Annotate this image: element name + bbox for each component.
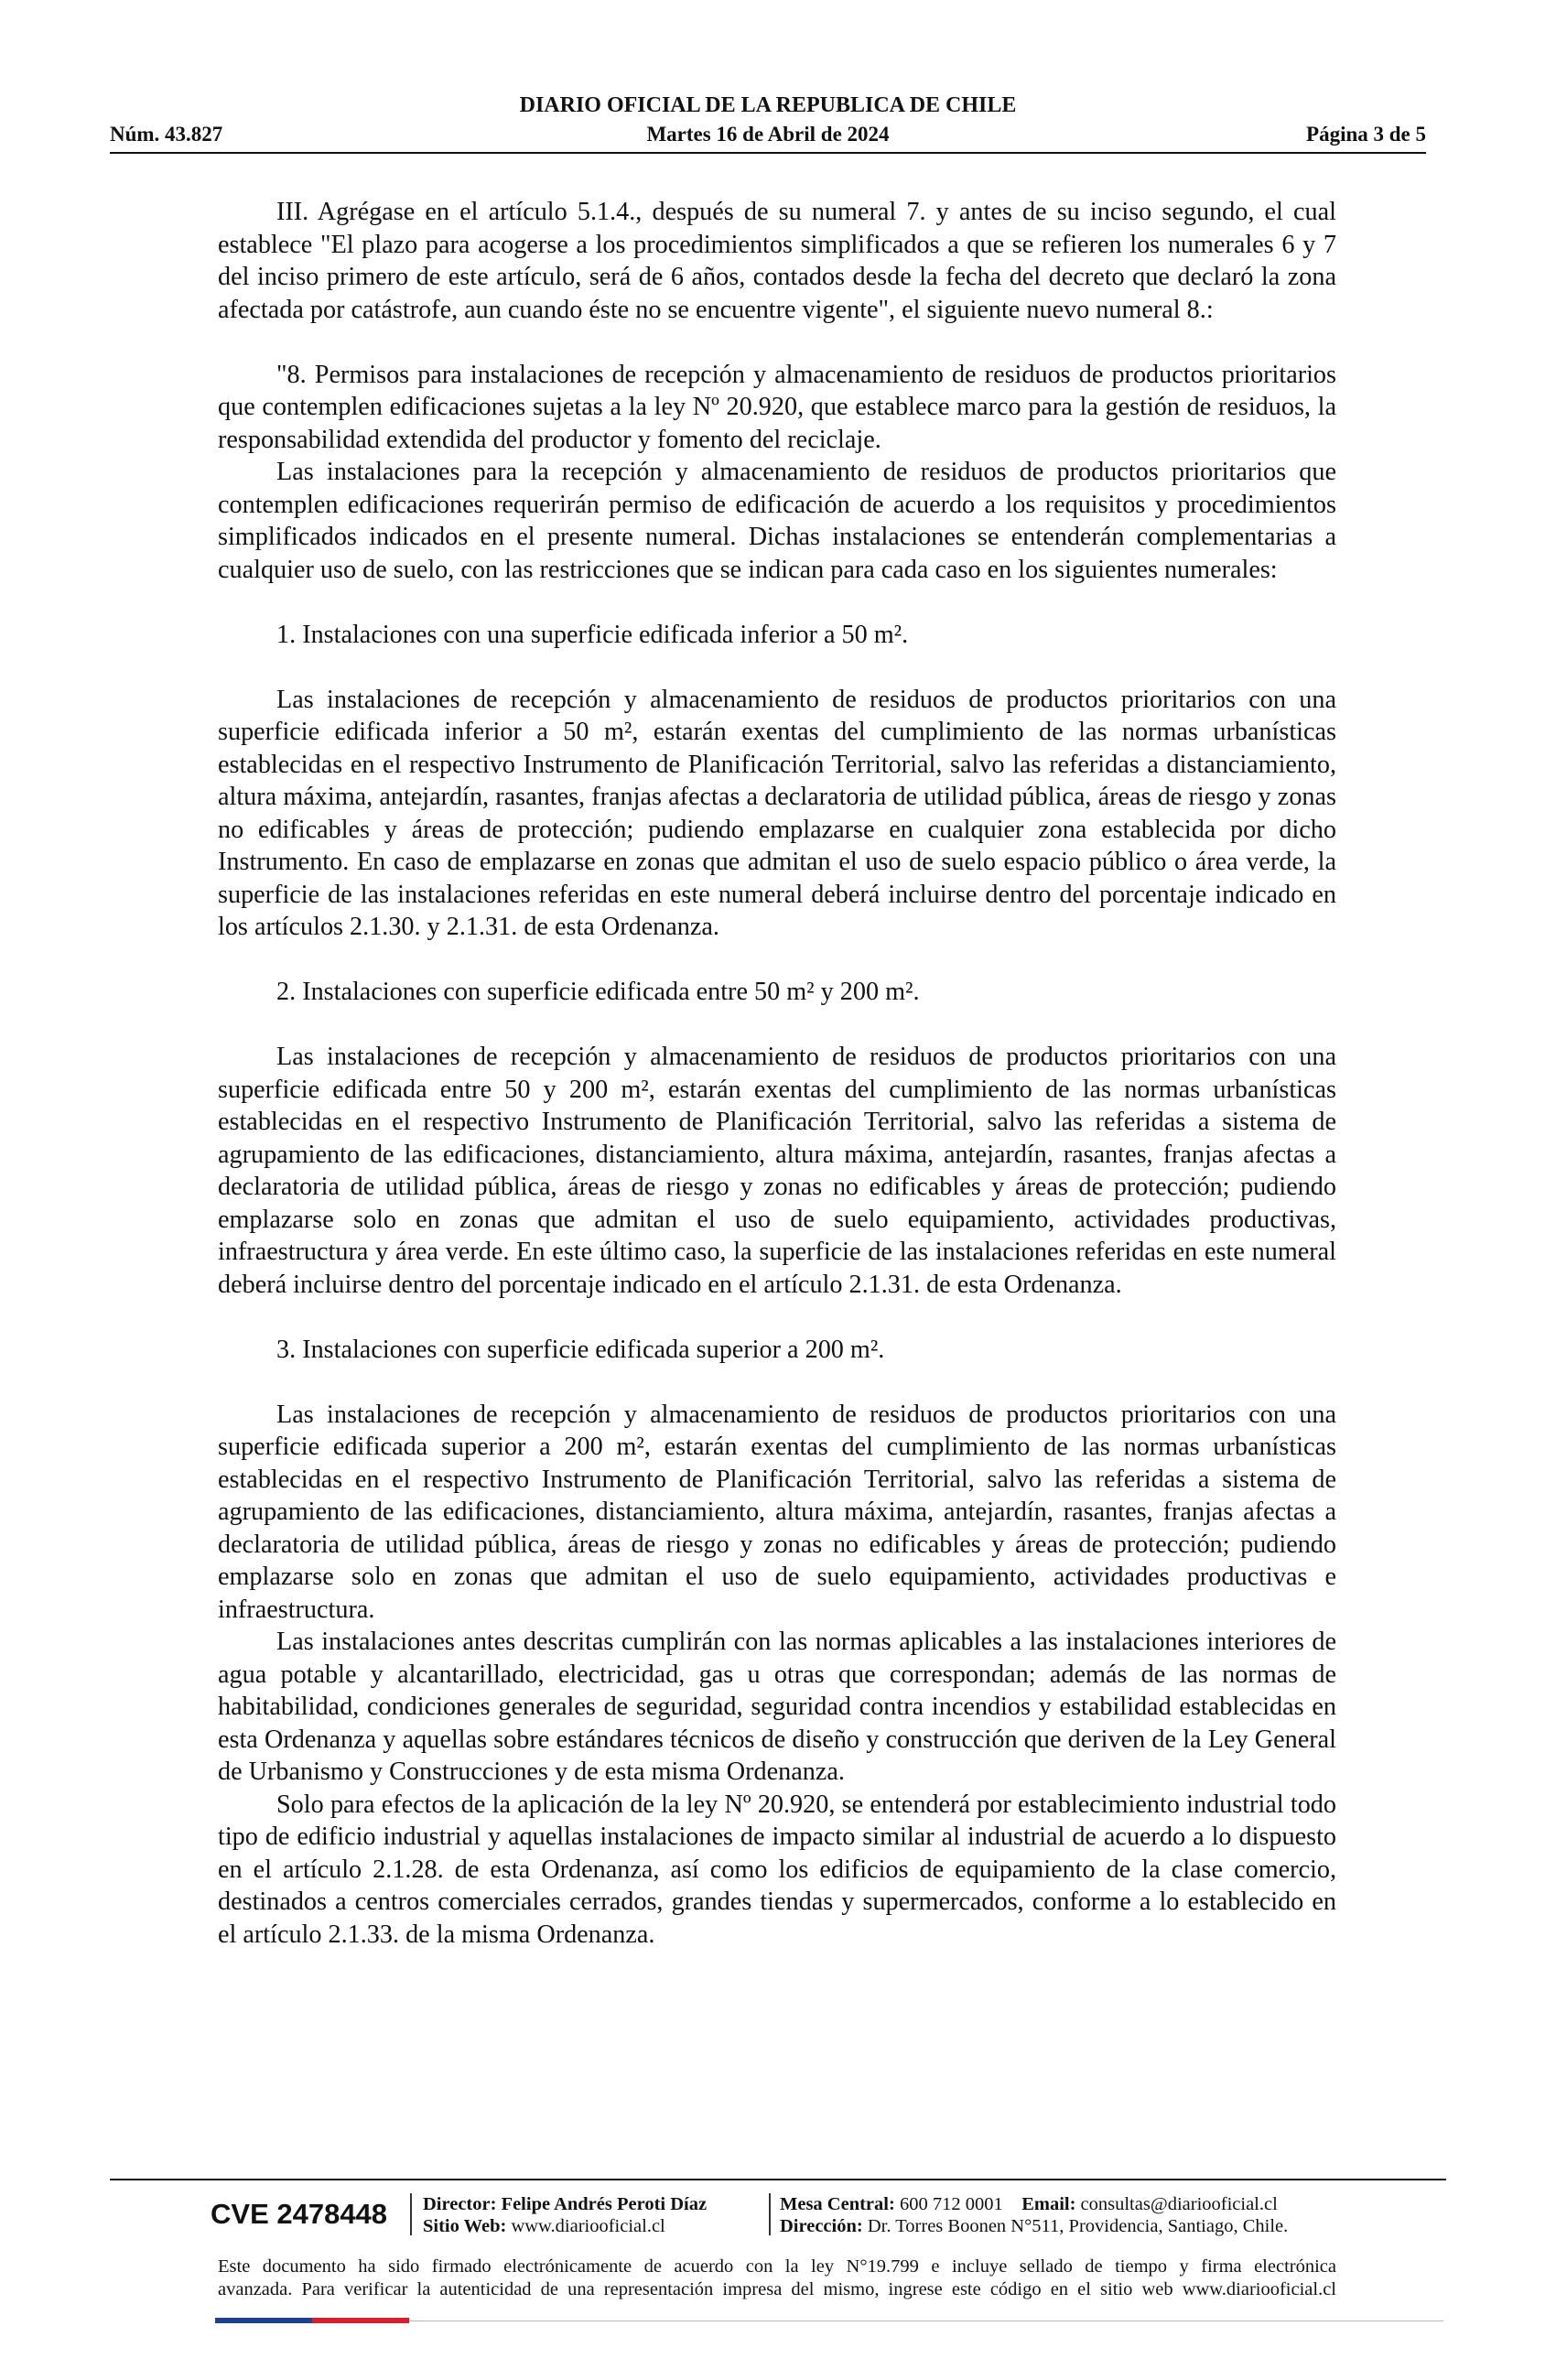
footer-separator — [769, 2193, 771, 2235]
issue-date: Martes 16 de Abril de 2024 — [646, 123, 890, 146]
address-text: Dr. Torres Boonen N°511, Providencia, Santiago, Chile. — [867, 2216, 1289, 2236]
notice-line: Este documento ha sido firmado electrónicamente de acuerdo con la ley N°19.799 e incluye sellado de tiempo y firma electrónica — [218, 2256, 1336, 2277]
subheading-50-to-200: 2. Instalaciones con superficie edificada entre 50 m² y 200 m². — [276, 978, 920, 1006]
paragraph-under-50: Las instalaciones de recepción y almacenamiento de residuos de productos prioritarios con una superficie edificada inferior a 50 m², estarán exentas del cumplimiento de las normas urbanísticas establecidas en el respectivo Instrumento de Planificación Territorial, salvo las referidas a distanciamiento, altura máxima, antejardín, rasantes, franjas afectas a declaratoria de utilidad pública, áreas de riesgo y zonas no edificables y áreas de protección; pudiendo emplazarse en cualquier zona establecida por dicho Instrumento. En caso de emplazarse en zonas que admitan el uso de suelo espacio público o área verde, la superficie de las instalaciones referidas en este numeral deberá incluirse dentro del porcentaje indicado en los artículos 2.1.30. y 2.1.31. de esta Ordenanza. — [218, 685, 1336, 941]
footer-contact-block — [780, 2193, 1288, 2237]
page-indicator: Página 3 de 5 — [1306, 123, 1426, 146]
paragraph-numeral-8-title: "8. Permisos para instalaciones de recepción y almacenamiento de residuos de productos prioritarios que contemplen edificaciones sujetas a la ley Nº 20.920, que establece marco para la gestión de residuos, la responsabilidad extendida del productor y fomento del reciclaje. — [218, 360, 1336, 454]
flag-blue-segment — [215, 2318, 312, 2323]
paragraph-amendment-intro: III. Agrégase en el artículo 5.1.4., después de su numeral 7. y antes de su inciso segundo, el cual establece "El plazo para acogerse a los procedimientos simplificados a que se refieren los numerales 6 y 7 del inciso primero de este artículo, será de 6 años, contados desde la fecha del decreto que declaró la zona afectada por catástrofe, aun cuando éste no se encuentre vigente", el siguiente nuevo numeral 8.: — [218, 198, 1336, 324]
address-label: Dirección: — [780, 2216, 863, 2236]
director-label: Director: — [423, 2194, 497, 2214]
site-link[interactable]: www.diariooficial.cl — [511, 2216, 665, 2236]
newspaper-title: DIARIO OFICIAL DE LA REPUBLICA DE CHILE — [519, 93, 1017, 117]
header-row — [110, 121, 1426, 148]
mesa-phone: 600 712 0001 — [899, 2194, 1003, 2214]
paragraph-applicable-norms: Las instalaciones antes descritas cumplirán con las normas aplicables a las instalaciones interiores de agua potable y alcantarillado, electricidad, gas u otras que correspondan; además de las normas de habitabilidad, condiciones generales de seguridad, seguridad contra incendios y estabilidad establecidas en esta Ordenanza y aquellas sobre estándares técnicos de diseño y construcción que deriven de la Ley General de Urbanismo y Construcciones y de esta misma Ordenanza. — [218, 1628, 1336, 1786]
paragraph-industrial-definition: Solo para efectos de la aplicación de la ley Nº 20.920, se entenderá por establecimiento industrial todo tipo de edificio industrial y aquellas instalaciones de impacto similar al industrial de acuerdo a lo dispuesto en el artículo 2.1.28. de esta Ordenanza, así como los edificios de equipamiento de la clase comercio, destinados a centros comerciales cerrados, grandes tiendas y supermercados, conforme a lo establecido en el artículo 2.1.33. de la misma Ordenanza. — [218, 1790, 1336, 1949]
notice-line: avanzada. Para verificar la autenticidad de una representación impresa del mismo, ingrese este código en el sitio web www.diariooficial.cl — [218, 2279, 1336, 2299]
mesa-label: Mesa Central: — [780, 2194, 895, 2214]
flag-red-segment — [312, 2318, 409, 2323]
header-divider — [110, 152, 1426, 154]
subheading-under-50: 1. Instalaciones con una superficie edificada inferior a 50 m². — [276, 620, 909, 649]
site-label: Sitio Web: — [423, 2216, 507, 2236]
subheading-over-200: 3. Instalaciones con superficie edificada superior a 200 m². — [276, 1335, 885, 1364]
signature-notice — [218, 2256, 1336, 2301]
footer-separator — [410, 2193, 412, 2235]
page-footer — [211, 2191, 1345, 2246]
footer-director-block — [423, 2193, 707, 2237]
page-header — [110, 92, 1426, 150]
footer-divider — [110, 2179, 1446, 2180]
flag-color-bar — [215, 2318, 409, 2323]
document-body — [218, 196, 1336, 1951]
cve-code: CVE 2478448 — [211, 2198, 388, 2230]
paragraph-50-to-200: Las instalaciones de recepción y almacenamiento de residuos de productos prioritarios con una superficie edificada entre 50 y 200 m², estarán exentas del cumplimiento de las normas urbanísticas establecidas en el respectivo Instrumento de Planificación Territorial, salvo las referidas a sistema de agrupamiento de las edificaciones, distanciamiento, altura máxima, antejardín, rasantes, franjas afectas a declaratoria de utilidad pública, áreas de riesgo y zonas no edificables y áreas de protección; pudiendo emplazarse solo en zonas que admitan el uso de suelo equipamiento, actividades productivas, infraestructura y área verde. En este último caso, la superficie de las instalaciones referidas en este numeral deberá incluirse dentro del porcentaje indicado en el artículo 2.1.31. de esta Ordenanza. — [218, 1043, 1336, 1299]
director-name: Felipe Andrés Peroti Díaz — [501, 2194, 708, 2214]
issue-number: Núm. 43.827 — [110, 123, 223, 146]
footer-bottom-line — [409, 2320, 1443, 2321]
paragraph-over-200: Las instalaciones de recepción y almacenamiento de residuos de productos prioritarios con una superficie edificada superior a 200 m², estarán exentas del cumplimiento de las normas urbanísticas establecidas en el respectivo Instrumento de Planificación Territorial, salvo las referidas a sistema de agrupamiento de las edificaciones, distanciamiento, altura máxima, antejardín, rasantes, franjas afectas a declaratoria de utilidad pública, áreas de riesgo y zonas no edificables y áreas de protección; pudiendo emplazarse solo en zonas que admitan el uso de suelo equipamiento, actividades productivas e infraestructura. — [218, 1400, 1336, 1624]
paragraph-numeral-8-intro: Las instalaciones para la recepción y almacenamiento de residuos de productos prioritarios que contemplen edificaciones requerirán permiso de edificación de acuerdo a los requisitos y procedimientos simplificados indicados en el presente numeral. Dichas instalaciones se entenderán complementarias a cualquier uso de suelo, con las restricciones que se indican para cada caso en los siguientes numerales: — [218, 458, 1336, 584]
email-label: Email: — [1021, 2194, 1076, 2214]
email-link[interactable]: consultas@diariooficial.cl — [1080, 2194, 1278, 2214]
